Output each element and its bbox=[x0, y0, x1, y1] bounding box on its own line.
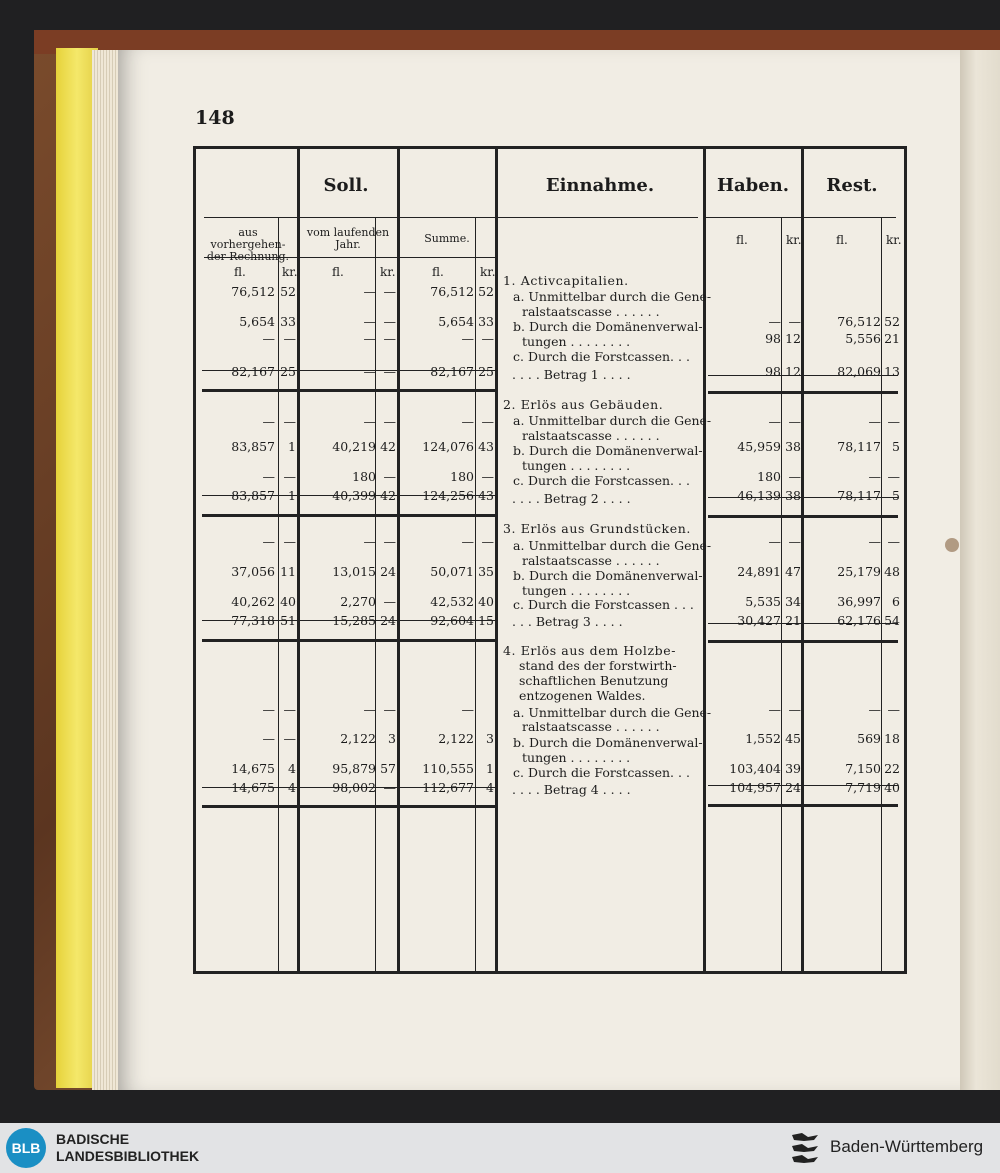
description-line-25: a. Unmittelbar durch die Gene- bbox=[513, 705, 712, 720]
cell-hk-12: — bbox=[788, 702, 801, 717]
unit-fl-haben: fl. bbox=[736, 233, 748, 247]
cell-bk-7: 42 bbox=[380, 488, 396, 503]
soll-header: Soll. bbox=[323, 175, 369, 196]
einnahme-header: Einnahme. bbox=[545, 175, 655, 196]
description-line-26: ralstaatscasse . . . . . . bbox=[522, 719, 660, 734]
soll-sum-subheader: Summe. bbox=[424, 232, 470, 245]
cell-h-11: 30,427 bbox=[737, 613, 781, 628]
cell-h-14: 103,404 bbox=[729, 761, 781, 776]
cell-h-6: 180 bbox=[757, 469, 781, 484]
description-line-4: tungen . . . . . . . . bbox=[522, 334, 631, 349]
description-line-19: c. Durch die Forstcassen . . . bbox=[513, 597, 694, 612]
description-line-13: . . . . Betrag 2 . . . . bbox=[512, 491, 631, 506]
cell-r-12: — bbox=[868, 702, 881, 717]
blb-name-line2: LANDESBIBLIOTHEK bbox=[56, 1148, 200, 1164]
description-line-20: . . . Betrag 3 . . . . bbox=[512, 614, 623, 629]
cell-bk-11: 24 bbox=[380, 613, 396, 628]
description-line-29: c. Durch die Forstcassen. . . bbox=[513, 765, 690, 780]
cell-hk-1: — bbox=[788, 314, 801, 329]
cell-rk-3: 13 bbox=[884, 364, 900, 379]
cell-a-1: 5,654 bbox=[239, 314, 275, 329]
cell-b-9: 13,015 bbox=[332, 564, 376, 579]
cell-ck-8: — bbox=[481, 534, 494, 549]
cell-rk-9: 48 bbox=[884, 564, 900, 579]
cell-c-12: — bbox=[461, 702, 474, 717]
cell-ak-4: — bbox=[283, 414, 296, 429]
cell-a-7: 83,857 bbox=[231, 488, 275, 503]
description-line-7: 2. Erlös aus Gebäuden. bbox=[503, 397, 664, 412]
cell-b-1: — bbox=[363, 314, 376, 329]
cell-b-7: 40,399 bbox=[332, 488, 376, 503]
cell-b-5: 40,219 bbox=[332, 439, 376, 454]
cell-bk-15: — bbox=[383, 780, 396, 795]
cell-a-11: 77,318 bbox=[231, 613, 275, 628]
cell-b-4: — bbox=[363, 414, 376, 429]
cell-a-4: — bbox=[262, 414, 275, 429]
description-line-22: stand des der forstwirth- bbox=[519, 658, 677, 673]
cell-rk-12: — bbox=[887, 702, 900, 717]
viewer-footer bbox=[0, 1123, 1000, 1173]
unit-fl-curr: fl. bbox=[332, 265, 344, 279]
cell-rk-1: 52 bbox=[884, 314, 900, 329]
cell-h-4: — bbox=[768, 414, 781, 429]
cell-h-2: 98 bbox=[765, 331, 781, 346]
cell-hk-5: 38 bbox=[785, 439, 801, 454]
description-line-2: ralstaatscasse . . . . . . bbox=[522, 304, 660, 319]
paper-stain bbox=[945, 538, 959, 552]
cell-rk-5: 5 bbox=[892, 439, 900, 454]
unit-fl-prev: fl. bbox=[234, 265, 246, 279]
cell-bk-14: 57 bbox=[380, 761, 396, 776]
cell-a-10: 40,262 bbox=[231, 594, 275, 609]
cell-ak-3: 25 bbox=[280, 364, 296, 379]
description-line-21: 4. Erlös aus dem Holzbe- bbox=[503, 643, 677, 658]
cell-ak-9: 11 bbox=[280, 564, 296, 579]
unit-fl-rest: fl. bbox=[836, 233, 848, 247]
cell-c-7: 124,256 bbox=[422, 488, 474, 503]
cell-bk-3: — bbox=[383, 364, 396, 379]
cell-hk-13: 45 bbox=[785, 731, 801, 746]
cell-hk-3: 12 bbox=[785, 364, 801, 379]
cell-ck-9: 35 bbox=[478, 564, 494, 579]
cell-a-3: 82,167 bbox=[231, 364, 275, 379]
cell-c-4: — bbox=[461, 414, 474, 429]
description-line-23: schaftlichen Benutzung bbox=[519, 673, 669, 688]
blb-name[interactable] bbox=[56, 1131, 199, 1165]
cell-rk-15: 40 bbox=[884, 780, 900, 795]
description-line-9: ralstaatscasse . . . . . . bbox=[522, 428, 660, 443]
description-line-3: b. Durch die Domänenverwal- bbox=[513, 319, 703, 334]
cell-bk-12: — bbox=[383, 702, 396, 717]
blb-logo[interactable]: BLB bbox=[6, 1128, 46, 1168]
cell-ak-1: 33 bbox=[280, 314, 296, 329]
cell-a-9: 37,056 bbox=[231, 564, 275, 579]
cell-bk-4: — bbox=[383, 414, 396, 429]
cell-c-15: 112,677 bbox=[422, 780, 474, 795]
cell-ck-1: 33 bbox=[478, 314, 494, 329]
cell-rk-8: — bbox=[887, 534, 900, 549]
cell-ak-2: — bbox=[283, 331, 296, 346]
cell-hk-4: — bbox=[788, 414, 801, 429]
cell-ak-7: 1 bbox=[288, 488, 296, 503]
cell-ck-15: 4 bbox=[486, 780, 494, 795]
cell-ck-3: 25 bbox=[478, 364, 494, 379]
cell-a-5: 83,857 bbox=[231, 439, 275, 454]
cell-h-15: 104,957 bbox=[729, 780, 781, 795]
cell-bk-5: 42 bbox=[380, 439, 396, 454]
cell-ck-4: — bbox=[481, 414, 494, 429]
cell-ak-10: 40 bbox=[280, 594, 296, 609]
rest-header: Rest. bbox=[826, 175, 878, 196]
description-line-15: a. Unmittelbar durch die Gene- bbox=[513, 538, 712, 553]
cell-a-2: — bbox=[262, 331, 275, 346]
cell-r-7: 78,117 bbox=[837, 488, 881, 503]
description-line-6: . . . . Betrag 1 . . . . bbox=[512, 367, 631, 382]
soll-prev-subheader: aus vorhergehen- der Rechnung. bbox=[206, 226, 290, 263]
cell-hk-11: 21 bbox=[785, 613, 801, 628]
description-line-0: 1. Activcapitalien. bbox=[503, 273, 629, 288]
unit-kr-rest: kr. bbox=[886, 233, 902, 247]
cell-rk-4: — bbox=[887, 414, 900, 429]
description-line-1: a. Unmittelbar durch die Gene- bbox=[513, 289, 712, 304]
cell-ak-14: 4 bbox=[288, 761, 296, 776]
cell-hk-6: — bbox=[788, 469, 801, 484]
cell-c-5: 124,076 bbox=[422, 439, 474, 454]
cell-rk-11: 54 bbox=[884, 613, 900, 628]
cell-hk-14: 39 bbox=[785, 761, 801, 776]
cell-ck-6: — bbox=[481, 469, 494, 484]
cell-bk-6: — bbox=[383, 469, 396, 484]
page-number: 148 bbox=[195, 107, 235, 129]
cell-ck-0: 52 bbox=[478, 284, 494, 299]
description-line-24: entzogenen Waldes. bbox=[519, 688, 646, 703]
cell-b-14: 95,879 bbox=[332, 761, 376, 776]
description-line-18: tungen . . . . . . . . bbox=[522, 583, 631, 598]
cell-b-8: — bbox=[363, 534, 376, 549]
cell-bk-8: — bbox=[383, 534, 396, 549]
cell-rk-6: — bbox=[887, 469, 900, 484]
cell-h-12: — bbox=[768, 702, 781, 717]
cell-a-0: 76,512 bbox=[231, 284, 275, 299]
cell-ck-13: 3 bbox=[486, 731, 494, 746]
description-line-30: . . . . Betrag 4 . . . . bbox=[512, 782, 631, 797]
cell-c-2: — bbox=[461, 331, 474, 346]
cell-b-3: — bbox=[363, 364, 376, 379]
cell-r-9: 25,179 bbox=[837, 564, 881, 579]
cell-hk-7: 38 bbox=[785, 488, 801, 503]
cell-hk-10: 34 bbox=[785, 594, 801, 609]
cell-a-15: 14,675 bbox=[231, 780, 275, 795]
cell-r-14: 7,150 bbox=[845, 761, 881, 776]
cell-c-9: 50,071 bbox=[430, 564, 474, 579]
cell-r-5: 78,117 bbox=[837, 439, 881, 454]
cell-h-3: 98 bbox=[765, 364, 781, 379]
cell-c-14: 110,555 bbox=[422, 761, 474, 776]
description-line-5: c. Durch die Forstcassen. . . bbox=[513, 349, 690, 364]
cell-rk-14: 22 bbox=[884, 761, 900, 776]
cell-ak-6: — bbox=[283, 469, 296, 484]
cell-ak-8: — bbox=[283, 534, 296, 549]
cell-r-1: 76,512 bbox=[837, 314, 881, 329]
cell-ak-15: 4 bbox=[288, 780, 296, 795]
cell-hk-9: 47 bbox=[785, 564, 801, 579]
cell-ck-7: 43 bbox=[478, 488, 494, 503]
unit-kr-curr: kr. bbox=[380, 265, 396, 279]
cell-b-11: 15,285 bbox=[332, 613, 376, 628]
facing-page-edge bbox=[960, 50, 1000, 1090]
cell-c-8: — bbox=[461, 534, 474, 549]
cell-bk-0: — bbox=[383, 284, 396, 299]
cell-h-10: 5,535 bbox=[745, 594, 781, 609]
description-line-16: ralstaatscasse . . . . . . bbox=[522, 553, 660, 568]
cell-h-1: — bbox=[768, 314, 781, 329]
cell-ak-12: — bbox=[283, 702, 296, 717]
cell-ak-0: 52 bbox=[280, 284, 296, 299]
description-line-14: 3. Erlös aus Grundstücken. bbox=[503, 521, 691, 536]
cell-ck-14: 1 bbox=[486, 761, 494, 776]
cell-a-14: 14,675 bbox=[231, 761, 275, 776]
cell-ck-10: 40 bbox=[478, 594, 494, 609]
cell-r-4: — bbox=[868, 414, 881, 429]
description-line-11: tungen . . . . . . . . bbox=[522, 458, 631, 473]
cell-rk-13: 18 bbox=[884, 731, 900, 746]
baden-wuerttemberg-lions-icon bbox=[790, 1131, 820, 1165]
cell-h-5: 45,959 bbox=[737, 439, 781, 454]
cell-b-6: 180 bbox=[352, 469, 376, 484]
blb-name-line1: BADISCHE bbox=[56, 1131, 130, 1147]
description-line-8: a. Unmittelbar durch die Gene- bbox=[513, 413, 712, 428]
soll-curr-subheader: vom laufenden Jahr. bbox=[306, 226, 390, 251]
unit-kr-prev: kr. bbox=[282, 265, 298, 279]
cell-h-13: 1,552 bbox=[745, 731, 781, 746]
cell-b-10: 2,270 bbox=[340, 594, 376, 609]
description-line-10: b. Durch die Domänenverwal- bbox=[513, 443, 703, 458]
cell-r-11: 62,176 bbox=[837, 613, 881, 628]
baden-wuerttemberg-label[interactable]: Baden-Württemberg bbox=[830, 1137, 984, 1156]
cell-bk-10: — bbox=[383, 594, 396, 609]
unit-fl-sum: fl. bbox=[432, 265, 444, 279]
cell-hk-8: — bbox=[788, 534, 801, 549]
cell-ak-13: — bbox=[283, 731, 296, 746]
cell-b-0: — bbox=[363, 284, 376, 299]
cell-r-15: 7,719 bbox=[845, 780, 881, 795]
cell-c-1: 5,654 bbox=[438, 314, 474, 329]
cell-c-3: 82,167 bbox=[430, 364, 474, 379]
cell-b-12: — bbox=[363, 702, 376, 717]
cell-h-8: — bbox=[768, 534, 781, 549]
haben-header: Haben. bbox=[716, 175, 790, 196]
cell-r-8: — bbox=[868, 534, 881, 549]
cell-b-13: 2,122 bbox=[340, 731, 376, 746]
cell-ck-5: 43 bbox=[478, 439, 494, 454]
description-line-27: b. Durch die Domänenverwal- bbox=[513, 735, 703, 750]
cell-r-13: 569 bbox=[857, 731, 881, 746]
cell-h-7: 46,139 bbox=[737, 488, 781, 503]
cell-ak-11: 51 bbox=[280, 613, 296, 628]
description-line-12: c. Durch die Forstcassen. . . bbox=[513, 473, 690, 488]
description-line-17: b. Durch die Domänenverwal- bbox=[513, 568, 703, 583]
cell-a-13: — bbox=[262, 731, 275, 746]
cell-c-0: 76,512 bbox=[430, 284, 474, 299]
description-line-28: tungen . . . . . . . . bbox=[522, 750, 631, 765]
cell-r-6: — bbox=[868, 469, 881, 484]
cell-rk-7: 5 bbox=[892, 488, 900, 503]
cell-rk-10: 6 bbox=[892, 594, 900, 609]
cell-ck-11: 15 bbox=[478, 613, 494, 628]
cell-a-6: — bbox=[262, 469, 275, 484]
cell-h-9: 24,891 bbox=[737, 564, 781, 579]
cell-b-15: 98,002 bbox=[332, 780, 376, 795]
cell-r-3: 82,069 bbox=[837, 364, 881, 379]
cell-c-6: 180 bbox=[450, 469, 474, 484]
cell-rk-2: 21 bbox=[884, 331, 900, 346]
unit-kr-haben: kr. bbox=[786, 233, 802, 247]
cell-c-10: 42,532 bbox=[430, 594, 474, 609]
cell-bk-13: 3 bbox=[388, 731, 396, 746]
cell-bk-1: — bbox=[383, 314, 396, 329]
cell-a-12: — bbox=[262, 702, 275, 717]
cell-ck-2: — bbox=[481, 331, 494, 346]
cell-hk-2: 12 bbox=[785, 331, 801, 346]
cell-a-8: — bbox=[262, 534, 275, 549]
cell-r-2: 5,556 bbox=[845, 331, 881, 346]
cell-r-10: 36,997 bbox=[837, 594, 881, 609]
cell-c-13: 2,122 bbox=[438, 731, 474, 746]
unit-kr-sum: kr. bbox=[480, 265, 496, 279]
cell-hk-15: 24 bbox=[785, 780, 801, 795]
cell-bk-9: 24 bbox=[380, 564, 396, 579]
cell-b-2: — bbox=[363, 331, 376, 346]
cell-c-11: 92,604 bbox=[430, 613, 474, 628]
cell-bk-2: — bbox=[383, 331, 396, 346]
cell-ak-5: 1 bbox=[288, 439, 296, 454]
